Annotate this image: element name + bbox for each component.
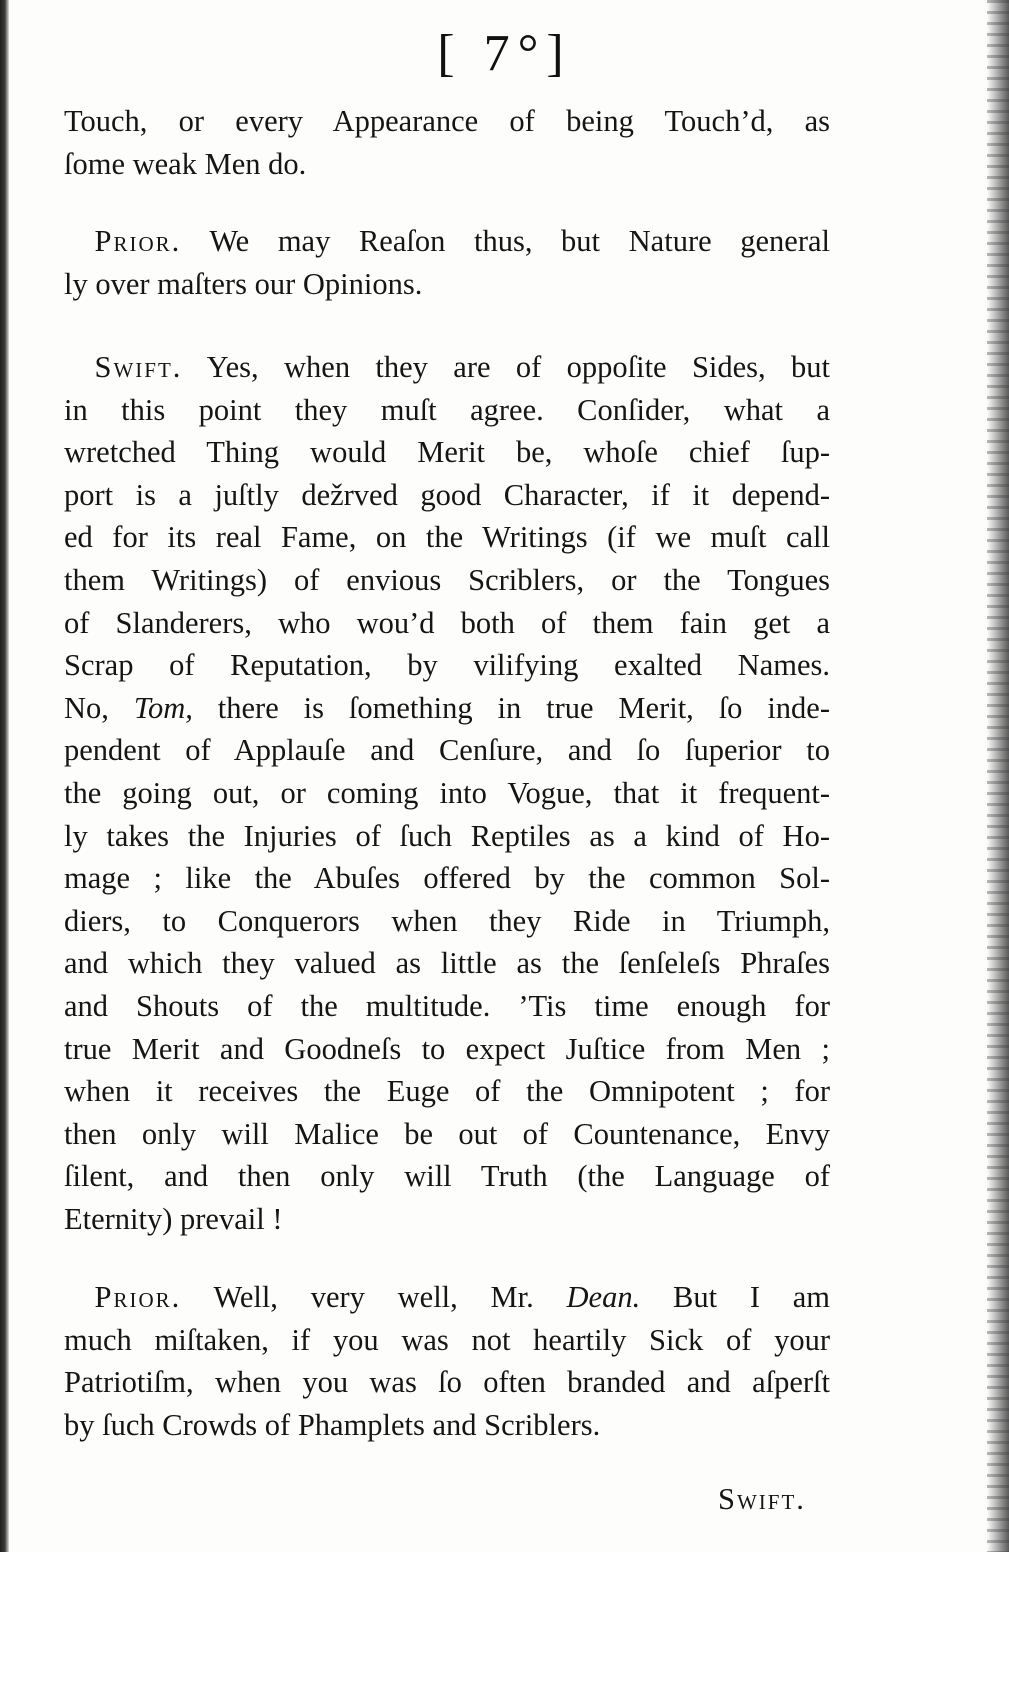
speaker-name: Prior. [94, 224, 182, 258]
text-line [64, 220, 830, 263]
text-line: diers, to Conquerors when they Ride in Triumph, [64, 903, 830, 938]
text-line [64, 346, 830, 389]
text-line: then only will Malice be out of Countenance, Envy [64, 1116, 830, 1151]
text-line: ly over maſters our Opinions. [64, 266, 423, 301]
text-line: in this point they muſt agree. Conſider, what a [64, 392, 830, 427]
italic-title: Dean. [566, 1280, 641, 1314]
text-run: No, [64, 690, 134, 725]
text-line: Patriotiſm, when you was ſo often branded and aſperſt [64, 1365, 830, 1400]
text-line: and which they valued as little as the ſenſeleſs Phraſes [64, 946, 830, 981]
paragraph-prior-1 [64, 220, 830, 305]
text-line [64, 1276, 830, 1319]
page-number: [ 7°] [437, 25, 572, 82]
text-run: But I am [640, 1280, 830, 1314]
text-line: much miſtaken, if you was not heartily Sick of your [64, 1322, 830, 1357]
text-run: there is ſomething in true Merit, ſo inde- [192, 690, 831, 725]
text-line: ſilent, and then only will Truth (the Language of [64, 1159, 830, 1194]
text-run: We may Reaſon thus, but Nature general [181, 224, 830, 258]
text-line: wretched Thing would Merit be, whoſe chief ſup- [64, 435, 830, 470]
text-line: Eternity) prevail ! [64, 1201, 283, 1236]
page-bottom-margin [0, 1552, 1009, 1688]
text-line [64, 687, 830, 730]
catchword: Swift. [718, 1482, 806, 1516]
text-line: when it receives the Euge of the Omnipotent ; for [64, 1074, 830, 1109]
text-line: them Writings) of envious Scriblers, or the Tongues [64, 562, 830, 597]
paragraph-prior-2 [64, 1276, 830, 1446]
page-right-edge [987, 0, 1009, 1560]
paragraph-continuation [64, 100, 830, 185]
text-line: Scrap of Reputation, by vilifying exalted Names. [64, 648, 830, 683]
text-run: Well, very well, Mr. [181, 1280, 567, 1314]
text-line: ed for its real Fame, on the Writings (if we muſt call [64, 520, 830, 555]
page-left-binding-edge [0, 0, 9, 1560]
text-line: mage ; like the Abuſes offered by the common Sol- [64, 861, 830, 896]
paragraph-swift [64, 346, 830, 1240]
text-line: port is a juſtly dežrved good Character, if it depend- [64, 477, 830, 512]
text-line: ſome weak Men do. [64, 146, 307, 181]
speaker-name: Swift. [94, 350, 183, 384]
text-line: true Merit and Goodneſs to expect Juſtice from Men ; [64, 1031, 830, 1066]
text-run: Yes, when they are of oppoſite Sides, but [182, 350, 830, 384]
italic-name: Tom, [133, 690, 193, 725]
text-line: by ſuch Crowds of Phamplets and Scriblers. [64, 1407, 601, 1442]
speaker-name: Prior. [94, 1280, 182, 1314]
text-line: pendent of Applauſe and Cenſure, and ſo ſuperior to [64, 733, 830, 768]
text-line: the going out, or coming into Vogue, that it frequent- [64, 775, 830, 810]
text-line: of Slanderers, who wou’d both of them fain get a [64, 605, 830, 640]
text-line: and Shouts of the multitude. ’Tis time enough for [64, 988, 830, 1023]
text-line: Touch, or every Appearance of being Touch’d, as [64, 104, 830, 138]
text-line: ly takes the Injuries of ſuch Reptiles as a kind of Ho- [64, 818, 830, 853]
